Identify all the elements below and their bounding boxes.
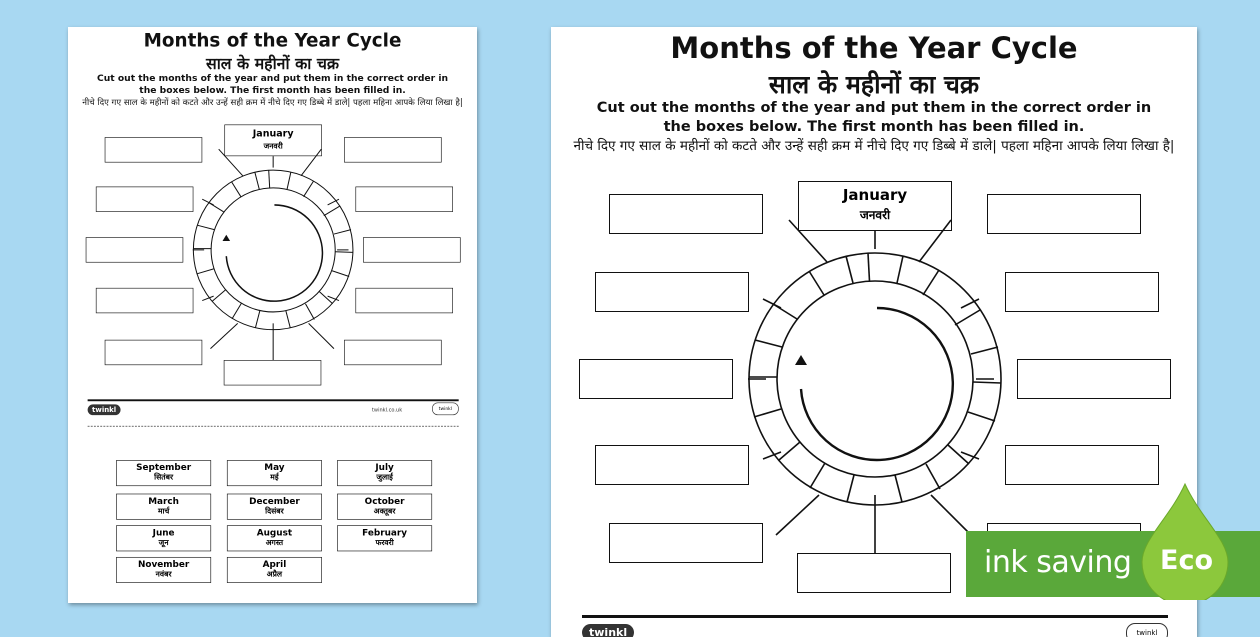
worksheet-preview-small — [68, 27, 477, 603]
month-card — [116, 557, 211, 583]
card-hindi: सितंबर — [154, 472, 174, 482]
card-english: March — [148, 496, 179, 507]
month-box-6 — [1017, 359, 1171, 399]
first-month-english: January — [252, 127, 294, 140]
instruction-english: Cut out the months of the year and put them in the correct order in the boxes below. The first month has been filled in. — [596, 100, 1152, 135]
month-box-2 — [987, 194, 1141, 234]
month-card — [116, 460, 211, 486]
month-box-11 — [797, 553, 951, 593]
card-hindi: नवंबर — [155, 569, 172, 579]
cut-line — [88, 426, 459, 427]
month-box-1 — [609, 194, 763, 234]
month-box-7 — [595, 445, 749, 485]
month-box-11 — [224, 360, 322, 385]
eco-label: Eco — [1160, 545, 1213, 576]
month-card — [337, 460, 432, 486]
card-english: November — [137, 559, 190, 570]
twinkl-logo: twinkl — [582, 624, 634, 637]
month-box-7 — [96, 288, 194, 313]
footer-line — [582, 615, 1168, 618]
card-hindi: मार्च — [157, 506, 170, 516]
card-hindi: फरवरी — [375, 537, 394, 547]
card-hindi: अप्रैल — [266, 569, 283, 579]
card-english: June — [152, 527, 175, 538]
month-card — [227, 460, 322, 486]
worksheet-title: Months of the Year Cycle — [143, 29, 402, 52]
month-box-9 — [105, 340, 203, 365]
month-box-5 — [86, 237, 184, 262]
card-english: February — [362, 527, 408, 538]
card-english: October — [364, 496, 405, 507]
month-box-3 — [96, 187, 194, 212]
eco-drop-icon — [1140, 482, 1230, 600]
card-hindi: दिसंबर — [265, 506, 284, 516]
month-box-4 — [1005, 272, 1159, 312]
month-card — [227, 557, 322, 583]
month-box-4 — [355, 187, 453, 212]
worksheet-layer-small — [68, 27, 477, 603]
worksheet-title: Months of the Year Cycle — [670, 31, 1078, 65]
instruction-hindi: नीचे दिए गए साल के महीनों को कटते और उन्हें सही क्रम में नीचे दिए गए डिब्बे में डाले| पहला महिना आपके लिया लिखा है| — [82, 97, 463, 108]
month-card — [116, 525, 211, 551]
first-month-hindi: जनवरी — [263, 141, 283, 151]
instruction-english: Cut out the months of the year and put them in the correct order in the boxes below. The first month has been filled in. — [96, 73, 449, 96]
card-english: April — [262, 559, 287, 570]
card-hindi: जुलाई — [376, 472, 393, 482]
month-box-1 — [105, 137, 203, 162]
ink-saving-label: ink saving — [984, 545, 1132, 580]
worksheet-hindi-title: साल के महीनों का चक्र — [205, 54, 340, 73]
twinkl-logo: twinkl — [88, 404, 121, 415]
card-english: August — [256, 527, 293, 538]
month-card — [337, 525, 432, 551]
month-box-2 — [344, 137, 442, 162]
footer-badge: twinkl — [1126, 623, 1168, 637]
month-box-8 — [1005, 445, 1159, 485]
card-english: May — [264, 462, 285, 473]
month-box-5 — [579, 359, 733, 399]
instruction-hindi: नीचे दिए गए साल के महीनों को कटते और उन्हें सही क्रम में नीचे दिए गए डिब्बे में डाले| पहला महिना आपके लिया लिखा है| — [573, 138, 1175, 154]
first-month-english: January — [842, 186, 908, 204]
month-box-6 — [363, 237, 461, 262]
footer-url: twinkl.co.uk — [371, 406, 403, 413]
month-box-8 — [355, 288, 453, 313]
card-english: December — [249, 496, 300, 507]
card-hindi: अगस्त — [265, 537, 284, 547]
card-hindi: जून — [158, 537, 169, 547]
card-hindi: मई — [270, 472, 279, 482]
month-box-10 — [344, 340, 442, 365]
footer-line — [88, 399, 459, 401]
month-box-9 — [609, 523, 763, 563]
card-english: July — [375, 462, 394, 473]
first-month-hindi: जनवरी — [859, 208, 891, 222]
worksheet-hindi-title: साल के महीनों का चक्र — [768, 70, 980, 99]
card-hindi: अक्तूबर — [373, 506, 396, 516]
month-card — [337, 494, 432, 520]
card-english: September — [136, 462, 192, 473]
month-card — [227, 494, 322, 520]
footer-badge: twinkl — [432, 402, 459, 415]
month-box-3 — [595, 272, 749, 312]
month-card — [116, 494, 211, 520]
month-card — [227, 525, 322, 551]
